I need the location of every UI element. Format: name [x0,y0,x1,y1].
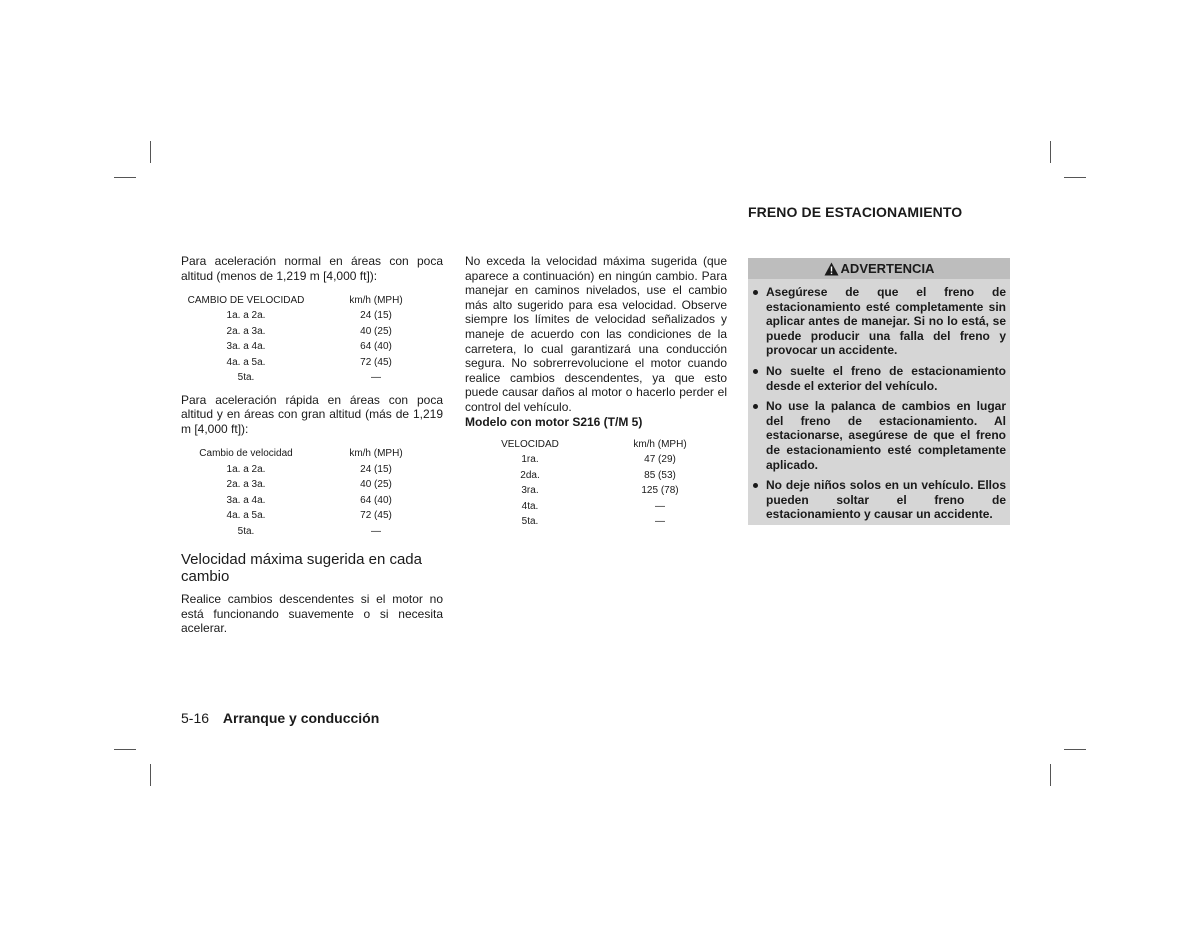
table-cell: 1a. a 2a. [226,310,266,322]
table-row [181,492,441,508]
table-cell: 85 (53) [644,469,676,481]
table-header-row [181,292,441,308]
subheading: Velocidad máxima sugerida en cada cambio [181,550,422,586]
table-cell: 24 (15) [360,463,392,475]
table-cell: 47 (29) [644,454,676,466]
section-title: FRENO DE ESTACIONAMIENTO [748,204,963,220]
table-cell: 40 (25) [360,325,392,337]
max-speed-paragraph: No exceda la velocidad máxima sugerida (que aparece a continuación) en ningún cambio. Para manejar en caminos nivelados, use el cambio más alto sugerido para esa velocidad. Observe siempre los límites de velocidad señalizados y maneje de acuerdo con las condiciones de la carretera, lo cual garantizará una conducción segura. No sobrerrevolucione el motor cuando realice cambios descendentes, ya que esto puede causar daños al motor o hacerlo perder el control del vehículo. [465,254,727,414]
warning-text: Asegúrese de que el freno de estacionamiento esté completamente sin aplicar antes de manejar. Si no lo está, se puede producir una falla del freno y provocar un accidente. [766,285,1006,358]
table-cell: 5ta. [237,525,255,537]
table-cell: — [371,372,381,384]
table-cell: 24 (15) [360,310,392,322]
rapid-acceleration-paragraph: Para aceleración rápida en áreas con poca altitud y en áreas con gran altitud (más de 1,219 m [4,000 ft]): [181,392,443,436]
table-cell: 72 (45) [360,356,392,368]
page-number: 5-16 [181,710,210,726]
table-row [181,508,441,524]
crop-mark [150,141,151,163]
bullet-icon [753,404,758,409]
crop-mark [1064,749,1086,750]
warning-triangle-icon [824,262,839,276]
right-column [748,204,1010,525]
table-cell: — [655,500,665,512]
crop-mark [114,749,136,750]
table-cell: 4a. a 5a. [226,510,266,522]
table-cell: 64 (40) [360,341,392,353]
crop-mark [150,764,151,786]
table-header-row [465,436,725,452]
table-row [465,452,725,468]
bullet-icon [753,369,758,374]
crop-mark [114,177,136,178]
warning-item [748,364,1010,393]
intro-paragraph: Para aceleración normal en áreas con poca altitud (menos de 1,219 m [4,000 ft]): [181,254,443,283]
shift-table-rapid [181,445,441,539]
table-row [181,477,441,493]
table-row [181,461,441,477]
table-cell: 40 (25) [360,479,392,491]
table-cell: 3ra. [521,485,539,497]
table-row [465,468,725,484]
column-header: km/h (MPH) [349,447,403,459]
column-header: km/h (MPH) [349,294,403,306]
table-cell: 5ta. [237,372,255,384]
table-cell: 2a. a 3a. [226,325,266,337]
table-row [465,499,725,515]
table-row [181,324,441,340]
crop-mark [1050,764,1051,786]
table-cell: — [371,525,381,537]
table-cell: 4a. a 5a. [226,356,266,368]
table-cell: 125 (78) [641,485,679,497]
table-row [181,308,441,324]
table-cell: — [655,516,665,528]
warning-title: ADVERTENCIA [840,261,935,276]
table-cell: 3a. a 4a. [226,494,266,506]
shift-table-normal [181,292,441,386]
table-row [181,355,441,371]
warning-header [748,258,1010,279]
bullet-icon [753,483,758,488]
table-cell: 5ta. [521,516,539,528]
table-cell: 1a. a 2a. [226,463,266,475]
table-cell: 72 (45) [360,510,392,522]
crop-mark [1064,177,1086,178]
warning-item [748,285,1010,358]
warning-item [748,399,1010,472]
table-row [181,339,441,355]
bullet-icon [753,290,758,295]
table-cell: 64 (40) [360,494,392,506]
chapter-title: Arranque y conducción [222,710,380,726]
table-cell: 3a. a 4a. [226,341,266,353]
column-header: km/h (MPH) [633,438,687,450]
warning-item [748,478,1010,522]
warning-text: No use la palanca de cambios en lugar del freno de estacionamiento. Al estacionarse, asegúrese de que el freno de estacionamiento esté completamente aplicado. [766,399,1006,472]
table-row [465,483,725,499]
middle-column [465,254,727,537]
max-speed-table [465,436,725,530]
column-header: VELOCIDAD [501,438,559,450]
column-header: CAMBIO DE VELOCIDAD [187,294,305,306]
table-row [181,523,441,539]
table-cell: 2da. [520,469,540,481]
table-row [465,514,725,530]
warning-text: No deje niños solos en un vehículo. Ellos pueden soltar el freno de estacionamiento y causar un accidente. [766,478,1006,522]
downshift-paragraph: Realice cambios descendentes si el motor no está funcionando suavemente o si necesita acelerar. [181,591,443,636]
warning-box [748,258,1010,525]
table-cell: 4ta. [521,500,539,512]
warning-text: No suelte el freno de estacionamiento desde el exterior del vehículo. [766,363,1006,393]
crop-mark [1050,141,1051,163]
table-cell: 2a. a 3a. [226,479,266,491]
table-cell: 1ra. [521,454,539,466]
page-footer [181,710,379,726]
table-row [181,370,441,386]
table-header-row [181,445,441,461]
model-label: Modelo con motor S216 (T/M 5) [465,414,643,429]
column-header: Cambio de velocidad [199,447,293,459]
left-column [181,254,443,636]
